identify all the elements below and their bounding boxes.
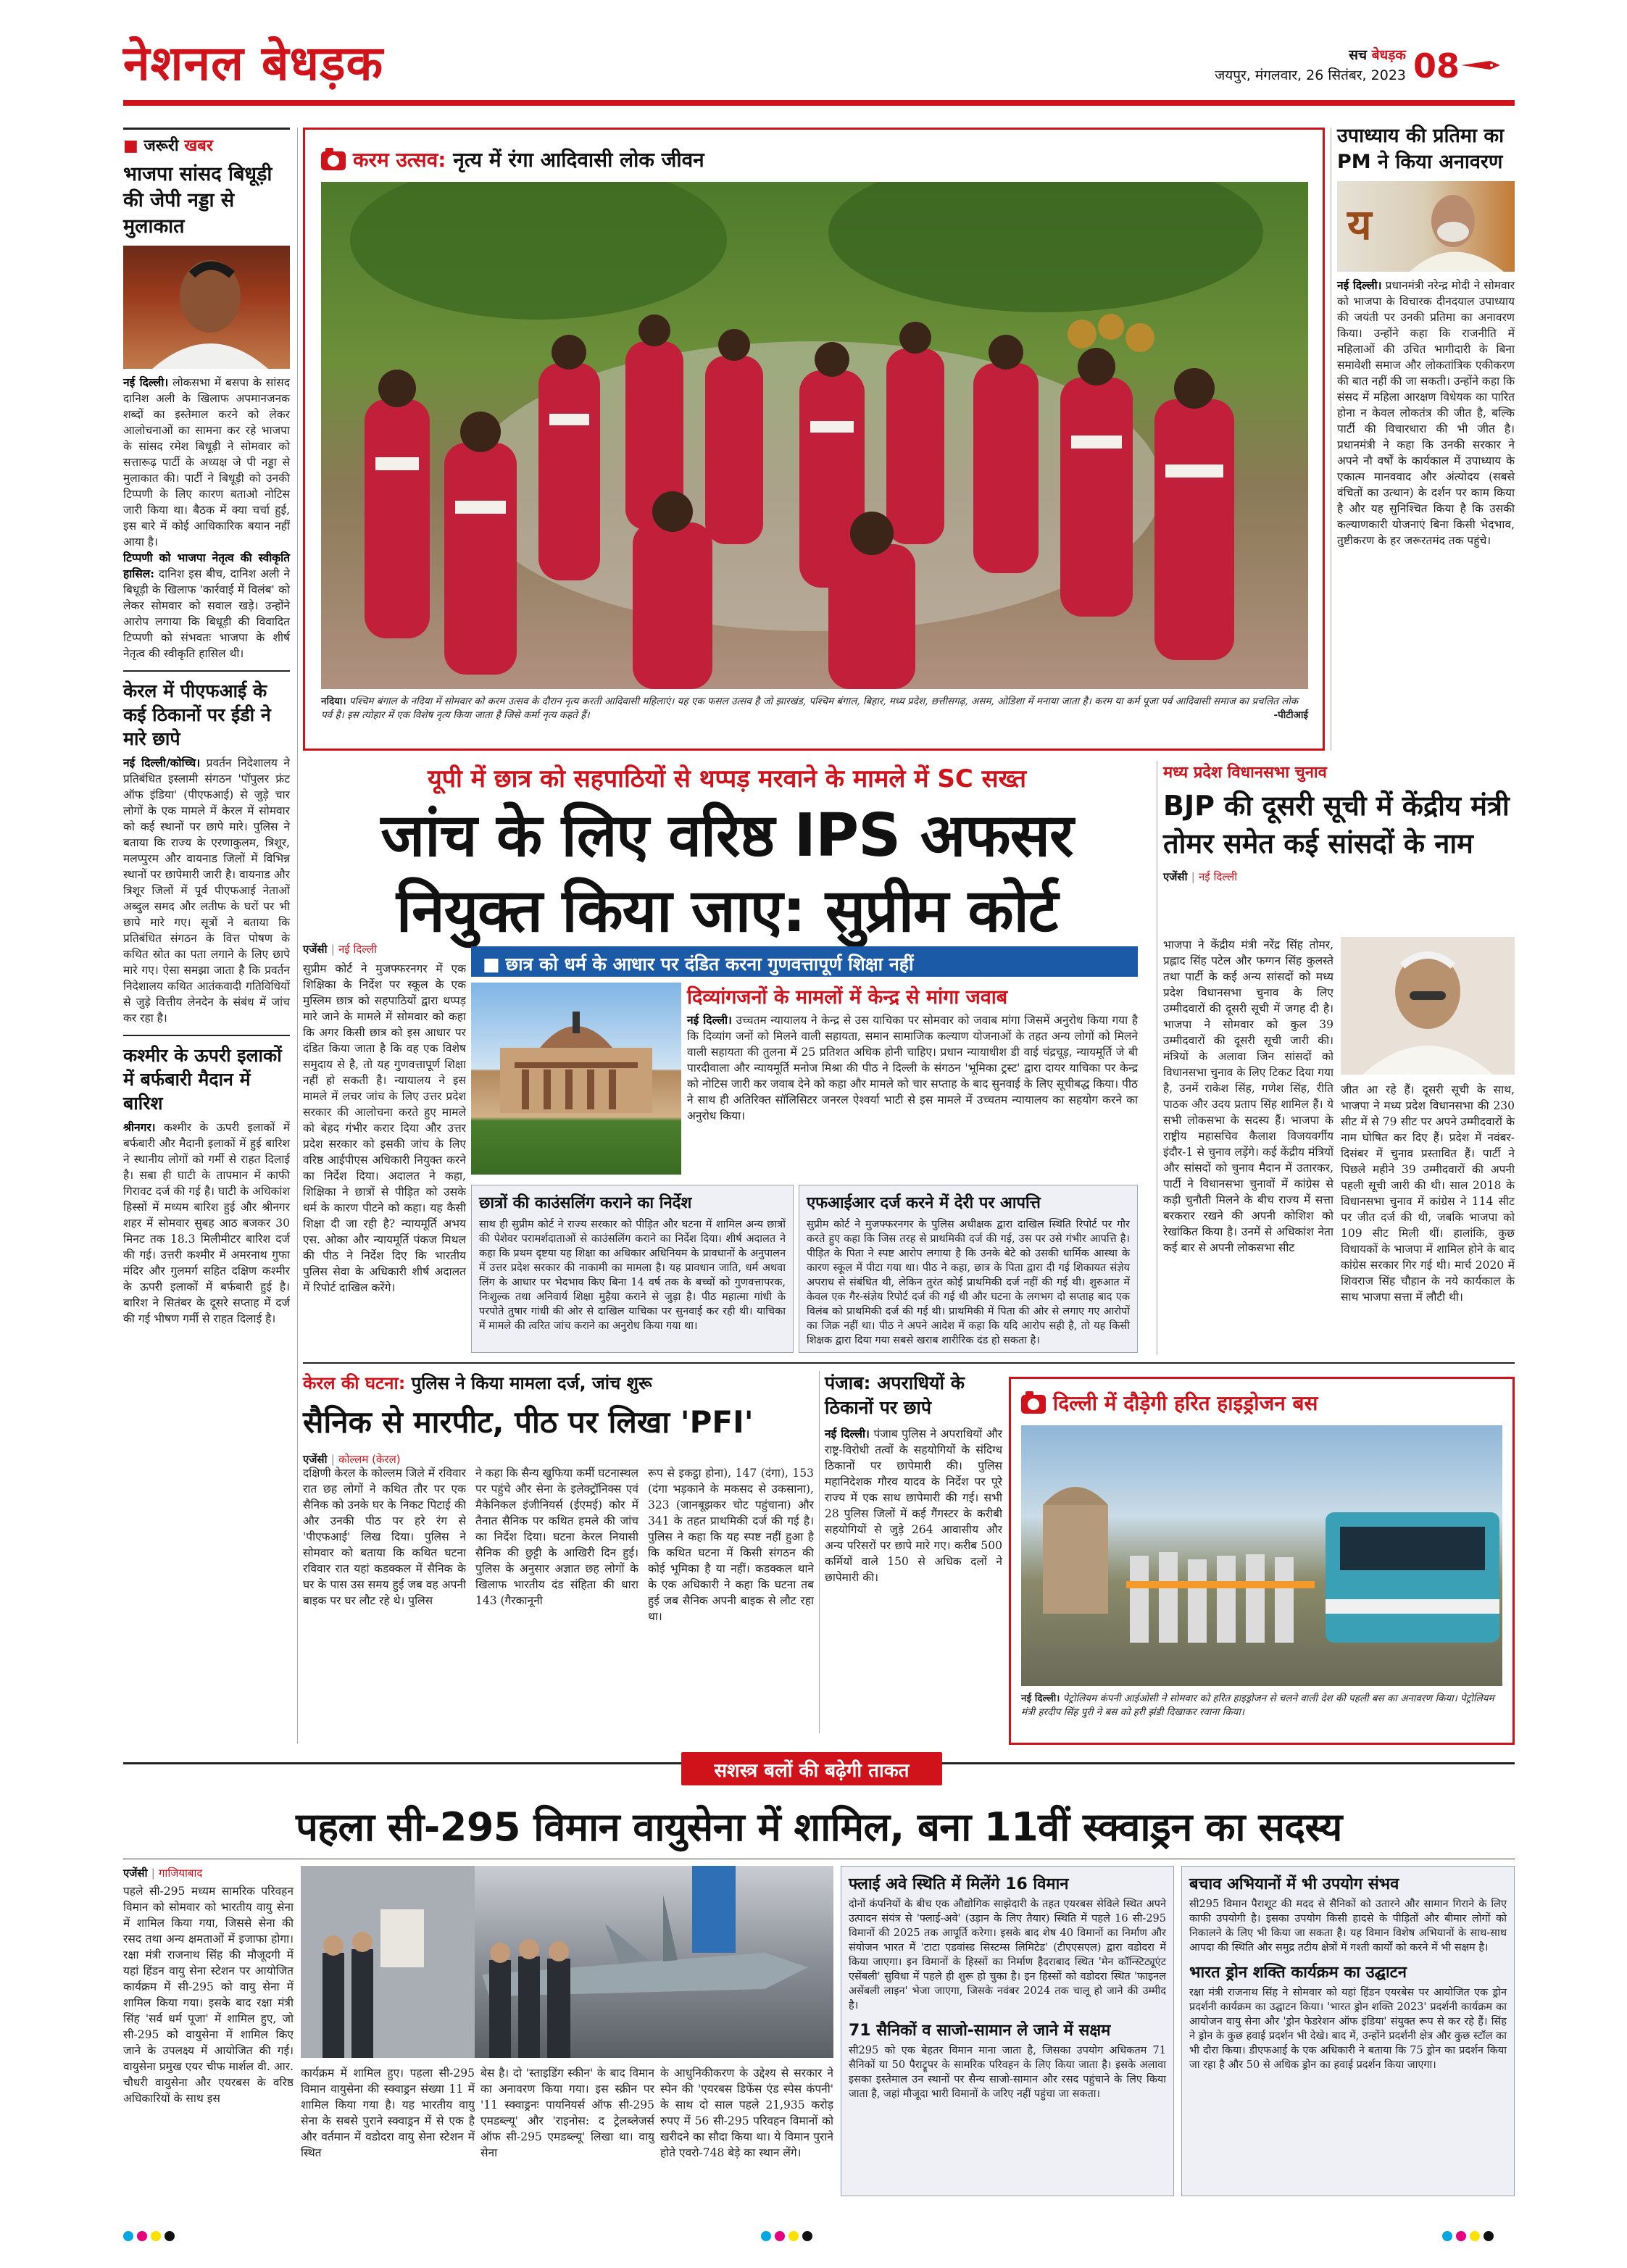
column-divider: [297, 128, 298, 1743]
hydrogen-bus-photo: [1021, 1425, 1502, 1686]
karam-photo-box: [303, 128, 1325, 751]
tomar-photo: [1341, 937, 1515, 1075]
svg-text:य: य: [1347, 200, 1372, 249]
c295-body-col3: बेस है। दो 'स्ताइडिंग स्कीन' के बाद विमान का अनावरण किया गया। इस स्क्रीन पर '11 स्क्वाड्रनः पायनियर्स ऑफ सी-295 एमडब्ल्यू' और 'राइनोस: द ट्रेलब्लेजर्स ऑफ सी-295 एमडब्ल्यू' लिखा था। वायु सेना: [480, 2067, 654, 2159]
supreme-court-photo: [471, 983, 681, 1175]
sc-body: सुप्रीम कोर्ट ने मुजफ्फरनगर में एक शिक्षिका के निर्देश पर स्कूल के एक मुस्लिम छात्र को सहपाठियों द्वारा थप्पड़ मारे जाने के मामले में सोमवार को कहा कि अगर किसी छात्र को इस आधार पर दंडित किया जाता है कि वह एक विशेष समुदाय से है, तो यह गुणवत्तापूर्ण शिक्षा नहीं हो सकती है। न्यायालय ने इस मामले में लचर जांच के लिए उत्तर प्रदेश सरकार की आलोचना करते हुए मामले को बेहद गंभीर करार दिया और उत्तर प्रदेश सरकार को इसकी जांच के लिए वरिष्ठ आईपीएस अधिकारी नियुक्त करने का निर्देश दिया। अदालत ने कहा, शिक्षिका ने छात्रों से पीड़ित को उसके धर्म के कारण पीटने को कहा। यह कैसी शिक्षा दी जा रही है? न्यायमूर्ति अभय एस. ओका और न्यायमूर्ति पंकज मिथल की पीठ ने निर्देश दिए कि भारतीय पुलिस सेवा के अधिकारी शीर्ष अदालत में रिपोर्ट दाखिल करेंगे।: [303, 962, 466, 1294]
kerala-story: [303, 1371, 814, 1733]
kerala-body-col3: रूप से इकट्ठा होना), 147 (दंगा), 153 (दंगा भड़काने के मकसद से उकसाना), 323 (जानबूझकर चोट पहुंचाना) और 341 के तहत प्राथमिकी दर्ज की गई है। पुलिस ने कहा कि यह स्पष्ट नहीं हुआ है कि कथित घटना में किसी संगठन की कोई भूमिका है या नहीं। कडक्कल थाने के एक अधिकारी ने कहा कि घटना तब हुई जब सैनिक अपनी बाइक से लौट रहा था।: [648, 1467, 814, 1623]
kerala-headline: सैनिक से मारपीट, पीठ पर लिखा 'PFI': [303, 1404, 754, 1440]
flyaway-box: फ्लाई अवे स्थिति में मिलेंगे 16 विमान दोनों कंपनियों के बीच एक औद्योगिक साझेदारी के तहत एयरबस सेविले स्थित अपने उत्पादन संयंत्र से 'फ्लाई-अवे' (उड़ान के लिए तैयार) स्थिति में पहले 16 सी-295 विमानों की 2025 तक आपूर्ति करेगा। इसके बाद शेष 40 विमानों का निर्माण और संयोजन भारत में 'टाटा एडवांस्ड सिस्टम्स लिमिटेड' (टीएएसएल) द्वारा वडोदरा में किया जाएगा। इन विमानों के हिस्सों का निर्माण हैदराबाद स्थित 'मेन कॉन्स्टिट्यूएंट एसेंबली' सुविधा में पहले ही शुरू हो चुका है। इन हिस्सों को वडोदरा स्थित 'फाइनल असेंबली लाइन' भेजा जाएगा, जिसके नवंबर 2024 तक चालू हो जाने की उम्मीद है। 71 सैनिकों व साजो-सामान ले जाने में सक्षम सी295 को एक बेहतर विमान माना जाता है, जिसका उपयोग अधिकतम 71 सैनिकों या 50 पैराट्रूपर के सामरिक परिवहन के लिए किया जाता है। इसके अलावा इसका इस्तेमाल उन स्थानों पर सैन्य साजो-सामान और रसद पहुंचाने के लिए किया जाता है, जहां मौजूदा भारी विमानों के जरिए नहीं पहुंचा जा सकता।: [841, 1866, 1174, 2196]
sc-subhead: ■ छात्र को धर्म के आधार पर दंडित करना गुणवत्तापूर्ण शिक्षा नहीं: [471, 946, 1138, 977]
punjab-story: [825, 1371, 1002, 1733]
story-body: नई दिल्ली। लोकसभा में बसपा के सांसद दानिश अली के खिलाफ अपमानजनक शब्दों का इस्तेमाल करने को लेकर आलोचनाओं का सामना कर रहे भाजपा के सांसद रमेश बिधूड़ी ने सोमवार को सत्तारूढ़ पार्टी के अध्यक्ष जे पी नड्डा से मुलाकात की। पार्टी ने बिधूड़ी को उनकी टिप्पणी के लिए कारण बताओ नोटिस जारी किया था। बैठक में क्या चर्चा हुई, इस बारे में कोई आधिकारिक बयान नहीं आया है।: [123, 375, 290, 549]
section-label: ■ जरूरी खबर: [123, 128, 290, 156]
mp-kicker: मध्य प्रदेश विधानसभा चुनाव: [1163, 764, 1327, 782]
story-headline: उपाध्याय की प्रतिमा का PM ने किया अनावरण: [1337, 125, 1505, 173]
mp-byline: एजेंसी | नई दिल्ली: [1163, 870, 1238, 883]
story-headline: भाजपा सांसद बिधूड़ी की जेपी नड्डा से मुलाकात: [123, 163, 272, 238]
divyang-box: दिव्यांगजनों के मामलों में केन्द्र से मांगा जवाब नई दिल्ली। उच्चतम न्यायालय ने केन्द्र से उस याचिका पर सोमवार को जवाब मांगा जिसमें अनुरोध किया गया है कि दिव्यांग जनों को मिलने वाली सहायता, समान सामाजिक कल्याण योजनाओं के तहत अन्य लोगों को मिलने वाली सहायता की तुलना में 25 प्रतिशत अधिक होनी चाहिए। प्रधान न्यायाधीश डी वाई चंद्रचूड़, न्यायमूर्ति जे बी पारदीवाला और न्यायमूर्ति मनोज मिश्रा की पीठ ने दिल्ली के संगठन 'भूमिका ट्रस्ट' द्वारा दायर याचिका पर केन्द्र को नोटिस जारी कर जवाब देने को कहा और मामले को चार सप्ताह के बाद सुनवाई के लिए सूचीबद्ध किया। पीठ ने साथ ही अतिरिक्त सॉलिसिटर जनरल ऐश्वर्या भाटी से इस मामले में उच्चतम न्यायालय का सहयोग करने का अनुरोध किया।: [687, 986, 1138, 1122]
column-divider: [819, 1371, 820, 1733]
color-registration-center: [761, 2230, 816, 2244]
rescue-box: बचाव अभियानों में भी उपयोग संभव सी295 विमान पैराशूट की मदद से सैनिकों को उतारने और सामान गिराने के लिए काफी उपयोगी है। इसका उपयोग किसी हादसे के पीड़ितों और बीमार लोगों को निकालने के लिए भी किया जा सकता है। यह विमान विशेष अभियानों के साथ-साथ आपदा की स्थिति और समुद्र तटीय क्षेत्रों में गश्ती कार्यों को करने में भी सक्षम है। भारत ड्रोन शक्ति कार्यक्रम का उद्घाटन रक्षा मंत्री राजनाथ सिंह ने सोमवार को यहां हिंडन एयरबेस पर आयोजित एक ड्रोन प्रदर्शनी कार्यक्रम का उद्घाटन किया। 'भारत ड्रोन शक्ति 2023' प्रदर्शनी कार्यक्रम का आयोजन वायु सेना और 'ड्रोन फेडरेशन ऑफ इंडिया' संयुक्त रूप से कर रहे हैं। सिंह ने ड्रोन के कुछ हवाई प्रदर्शन भी देखे। बाद में, उन्होंने प्रदर्शनी क्षेत्र और कुछ स्टॉल का भी दौरा किया। डीएफआई के एक अधिकारी ने बताया कि 75 ड्रोन का प्रदर्शन किया जा रहा है और 50 से अधिक ड्रोन का हवाई प्रदर्शन किया जाएगा।: [1181, 1866, 1515, 2196]
mp-body-col2: जीत आ रहे हैं। दूसरी सूची के साथ, भाजपा ने मध्य प्रदेश विधानसभा की 230 सीट में से 79 सीट पर अपने उम्मीदवारों के नाम घोषित कर दिए हैं। प्रदेश में नवंबर-दिसंबर में चुनाव प्रस्तावित हैं। पार्टी ने पिछले महीने 39 उम्मीदवारों की अपनी पहली सूची जारी की थी। साल 2018 के विधानसभा चुनाव में कांग्रेस ने 114 सीट पर जीत दर्ज की थी, जबकि भाजपा को 109 सीट मिली थीं। हालांकि, कुछ विधायकों के भाजपा में शामिल होने के बाद कांग्रेस सरकार गिर गई थी। मार्च 2020 में शिवराज सिंह चौहान के नये कार्यकाल के साथ भाजपा सत्ता में लौटी थी।: [1341, 1083, 1515, 1304]
c295-body-col1: पहले सी-295 मध्यम सामरिक परिवहन विमान को सोमवार को भारतीय वायु सेना में शामिल किया गया, जिससे सेना की रसद तथा अन्य क्षमताओं में इजाफा होगा। रक्षा मंत्री राजनाथ सिंह की मौजूदगी में यहां हिंडन वायु सेना स्टेशन पर आयोजित कार्यक्रम में सी-295 को वायु सेना में शामिल किया गया। इसके बाद रक्षा मंत्री सिंह 'सर्व धर्म पूजा' में शामिल हुए, जो सी-295 को वायुसेना में शामिल किए जाने के उपलक्ष्य में आयोजित की गई। वायुसेना प्रमुख एयर चीफ मार्शल वी. आर. चौधरी वायुसेना और एयरबस के वरिष्ठ अधिकारियों के साथ इस: [123, 1885, 294, 2105]
karam-caption: नदिया। पश्चिम बंगाल के नदिया में सोमवार को करम उत्सव के दौरान नृत्य करती आदिवासी महिलाएं। यह एक फसल उत्सव है जो झारखंड, पश्चिम बंगाल, बिहार, मध्य प्रदेश, छत्तीसगढ़, असम, ओडिशा में मनाया जाता है। करम या कर्म पूजा पर्व आदिवासी समाज का प्रचलित लोक पर्व है। इस त्योहार में एक विशेष नृत्य किया जाता है जिसे कर्मा नृत्य कहते हैं। -पीटीआई: [321, 696, 1308, 721]
c295-aircraft-photo: [301, 1866, 833, 2058]
bus-title: दिल्ली में दौड़ेगी हरित हाइड्रोजन बस: [1021, 1389, 1318, 1417]
masthead-rule: [123, 100, 1515, 106]
sc-headline: जांच के लिए वरिष्ठ IPS अफसर नियुक्त किया जाए: सुप्रीम कोर्ट: [380, 801, 1073, 946]
masthead-tagline: सच बेधड़क: [1349, 47, 1406, 63]
delhi-bus-box: [1009, 1377, 1515, 1745]
page-number: 08: [1412, 46, 1460, 86]
modi-photo: [1337, 181, 1515, 272]
mp-story: [1163, 761, 1515, 1355]
c295-byline: एजेंसी | गाजियाबाद: [123, 1867, 203, 1880]
right-column: [1337, 123, 1515, 754]
kerala-kicker: केरल की घटना: पुलिस ने किया मामला दर्ज, जांच शुरू: [303, 1373, 652, 1393]
karam-title: करम उत्सव: नृत्य में रंगा आदिवासी लोक जीवन: [321, 146, 704, 173]
bidhuri-photo: [123, 246, 290, 369]
punjab-body: नई दिल्ली। पंजाब पुलिस ने अपराधियों और राष्ट्र-विरोधी तत्वों के सहयोगियों के संदिग्ध ठिकानों पर छापेमारी की। पुलिस महानिदेशक गौरव यादव के निर्देश पर पूरे राज्य में एक साथ छापेमारी की गई। सभी 28 पुलिस जिलों में कई गैंगस्टर के करीबी सहयोगियों से जुड़े 264 आवासीय और अन्य परिसरों पर छापे मारे गए। करीब 500 कर्मियों वाले 150 से अधिक दलों ने छापेमारी की।: [825, 1427, 1002, 1584]
mp-body-col1: भाजपा ने केंद्रीय मंत्री नरेंद्र सिंह तोमर, प्रह्लाद सिंह पटेल और फग्गन सिंह कुलस्ते तथा पार्टी के कई अन्य सांसदों को मध्य प्रदेश विधानसभा चुनाव के लिए उम्मीदवारों की दूसरी सूची में जगह दी है। भाजपा ने सोमवार को कुल 39 उम्मीदवारों की दूसरी सूची जारी की। मंत्रियों के अलावा जिन सांसदों को विधानसभा चुनाव के लिए टिकट दिया गया है, उनमें राकेश सिंह, गणेश सिंह, रीति पाठक और उदय प्रताप सिंह शामिल हैं। ये सभी लोकसभा के सदस्य हैं। भाजपा के राष्ट्रीय महासचिव कैलाश विजयवर्गीय इंदौर-1 से चुनाव लड़ेंगे। कई केंद्रीय मंत्रियों और सांसदों को चुनाव मैदान में उतारकर, पार्टी ने विधानसभा चुनावों में कांग्रेस से कड़ी चुनौती मिलने के बीच राज्य में सत्ता बरकरार रखने की अपनी कोशिश को रेखांकित किया है। उनमें से अधिकांश नेता कई बार से अपनी लोकसभा सीट: [1163, 938, 1333, 1254]
dateline: जयपुर, मंगलवार, 26 सितंबर, 2023: [1215, 67, 1406, 83]
section-rule: [303, 1362, 1515, 1364]
story-body: श्रीनगर। कश्मीर के ऊपरी इलाकों में बर्फबारी और मैदानी इलाकों में हुई बारिश ने स्थानीय लोगों को गर्मी से राहत दिलाई है। सबा ही घाटी के तापमान में काफी गिरावट दर्ज की गई है। घाटी के अधिकांश हिस्सों में मध्यम बारिश हुई और श्रीनगर शहर में सोमवार सुबह आठ बजकर 30 मिनट तक 18.3 मिलीमीटर बारिश दर्ज की गई। उत्तरी कश्मीर में अमरनाथ गुफा मंदिर और गुलमर्ग सहित दक्षिण कश्मीर के ऊपरी इलाकों में बर्फबारी हुई है। बारिश ने सितंबर के दूसरे सप्ताह में दर्ज की गई भीषण गर्मी से राहत दिलाई है।: [123, 1120, 290, 1325]
karam-dance-photo: [321, 182, 1308, 689]
c295-story: [123, 1866, 1515, 2199]
masthead-title: नेशनल बेधड़क: [123, 36, 384, 91]
color-registration-right: [1442, 2230, 1497, 2244]
camera-icon: [1021, 1395, 1046, 1414]
kerala-body-col1: दक्षिणी केरल के कोल्लम जिले में रविवार रात छह लोगों ने कथित तौर पर एक सैनिक को उनके घर के निकट पिटाई की और उनकी पीठ पर हरे रंग से 'पीएफआई' लिख दिया। पुलिस ने सोमवार को बताया कि कथित घटना रविवार रात यहां कडक्कल में सैनिक के घर के पास उस समय हुई जब वह अपनी बाइक पर घर लौट रहे थे। पुलिस: [303, 1467, 466, 1607]
story-body: नई दिल्ली/कोच्चि। प्रवर्तन निदेशालय ने प्रतिबंधित इस्लामी संगठन 'पॉपुलर फ्रंट ऑफ इंडिया' (पीएफआई) से जुड़े चार लोगों के एक मामले में केरल में सोमवार को कई स्थानों पर छापे मारे। पुलिस ने बताया कि राज्य के एरणाकुलम, त्रिशूर, मलप्पुरम और वायनाड जिलों में विभिन्न स्थानों पर छापेमारी जारी है। वायनाड और त्रिशूर जिलों में पूर्व पीएफआई नेताओं अब्दुल समद और लतीफ के घरों पर भी छापे मारे गए। सूत्रों ने बताया कि प्रतिबंधित संगठन के वित्त पोषण के कथित स्रोत का पता लगाने के लिए छापे मारे गए। ऐसा समझा जाता है कि प्रवर्तन निदेशालय कथित आतंकवादी गतिविधियों से जुड़े वित्तीय लेनदेन के संबंध में जांच कर रहा है।: [123, 756, 291, 1025]
story-body: नई दिल्ली। प्रधानमंत्री नरेन्द्र मोदी ने सोमवार को भाजपा के विचारक दीनदयाल उपाध्याय की जयंती पर उनकी प्रतिमा का अनावरण किया। उन्होंने कहा कि राजनीति में महिलाओं की उचित भागीदारी के बिना समावेशी समाज और लोकतांत्रिक एकीकरण की बात नहीं की जा सकती। उन्होंने कहा कि संसद में महिला आरक्षण विधेयक का पारित होना न केवल लोकतंत्र की जीत है, बल्कि पार्टी की विचारधारा की भी जीत है। प्रधानमंत्री ने कहा कि उनकी सरकार ने अपने नौ वर्षों के कार्यकाल में उपाध्याय के एकात्म मानववाद और अंत्योदय (सबसे वंचितों का उत्थान) के दर्शन पर काम किया है और यह सुनिश्चित किया है कि उसकी कल्याणकारी योजनाएं बिना किसी भेदभाव, तुष्टीकरण के हर जरूरतमंद तक पहुंचे।: [1337, 278, 1515, 547]
pen-nib-icon: [1461, 59, 1500, 71]
left-column: [123, 128, 290, 1765]
counsel-box: छात्रों की काउंसलिंग कराने का निर्देश साथ ही सुप्रीम कोर्ट ने राज्य सरकार को पीड़ित और घटना में शामिल अन्य छात्रों की पेशेवर परामर्शदाताओं से काउंसलिंग कराने का निर्देश दिया। शीर्ष अदालत ने कहा कि प्रथम दृष्टया यह शिक्षा का अधिकार अधिनियम के प्रावधानों के अनुपालन में उत्तर प्रदेश सरकार की नाकामी का मामला है। यह प्रावधान जाति, धर्म अथवा लिंग के आधार पर भेदभाव किए बिना 14 वर्ष तक के बच्चों को गुणवत्तापरक, निःशुल्क तथा अनिवार्य शिक्षा मुहैया कराने से जुड़ा है। पीठ महात्मा गांधी के परपोते तुषार गांधी की ओर से दाखिल याचिका पर सुनवाई कर रही थी। याचिका में मामले की त्वरित जांच कराने का अनुरोध किया गया था।: [471, 1185, 794, 1353]
fir-box: एफआईआर दर्ज करने में देरी पर आपत्ति सुप्रीम कोर्ट ने मुजफ्फरनगर के पुलिस अधीक्षक द्वारा दाखिल स्थिति रिपोर्ट पर गौर करते हुए कहा कि जिस तरह से प्राथमिकी दर्ज की गई, उस पर उसे गंभीर आपत्ति है। पीड़ित के पिता ने स्पष्ट आरोप लगाया है कि उनके बेटे को उसकी धार्मिक आस्था के कारण स्कूल में पीटा गया था। पीठ ने कहा, छात्र के पिता द्वारा दी गई शिकायत संज्ञेय अपराध से संबंधित थी, लेकिन तुरंत कोई प्राथमिकी दर्ज नहीं की गई थी। शुरुआत में केवल एक गैर-संज्ञेय रिपोर्ट दर्ज की गई थी और घटना के लगभग दो सप्ताह बाद एक विलंब को प्राथमिकी दर्ज की गई थी। प्राथमिकी में पिता की ओर से लगाए गए आरोपों का जिक्र नहीं था। पीठ ने अपने आदेश में कहा कि यदि आरोप सही है, तो यह किसी शिक्षक द्वारा दिया गया सबसे खराब शारीरिक दंड हो सकता है।: [799, 1185, 1138, 1353]
bus-caption: नई दिल्ली। पेट्रोलियम कंपनी आईओसी ने सोमवार को हरित हाइड्रोजन से चलने वाली देश की पहली बस का अनावरण किया। पेट्रोलियम मंत्री हरदीप सिंह पुरी ने बस को हरी झंडी दिखाकर रवाना किया।: [1021, 1693, 1494, 1718]
c295-headline: पहला सी-295 विमान वायुसेना में शामिल, बना 11वीं स्क्वाड्रन का सदस्य: [296, 1804, 1342, 1850]
sc-byline: एजेंसी | नई दिल्ली: [303, 943, 378, 956]
kerala-body-col2: ने कहा कि सैन्य खुफिया कर्मी घटनास्थल पर पहुंचे और सेना के इलेक्ट्रॉनिक्स एवं मैकेनिकल इंजीनियर्स (ईएमई) कोर में तैनात सैनिक पर कथित हमले की जांच का निर्देश दिया। घटना केरल नियासी सैनिक की छुट्टी के आखिरी दिन हुई। पुलिस के अनुसार अज्ञात छह लोगों के खिलाफ भारतीय दंड संहिता की धारा 143 (गैरकानूनी: [475, 1467, 638, 1607]
c295-body-col4: के आधुनिकीकरण के उद्देश्य से सरकार ने स्पेन की 'एयरबस डिफेंस एंड स्पेस कंपनी' के साथ दो साल पहले 21,935 करोड़ रुपए में 56 सी-295 परिवहन विमानों को खरीदने का सौदा किया था। ये विमान पुराने होते एवरो-748 बेड़े का स्थान लेंगे।: [660, 2067, 833, 2159]
c295-body-col2: कार्यक्रम में शामिल हुए। पहला सी-295 विमान वायुसेना की स्क्वाड्रन संख्या 11 में शामिल किया गया है। यह भारतीय वायु सेना के सबसे पुराने स्क्वाड्रन में से एक है और वर्तमान में वडोदरा वायु सेना स्टेशन में स्थित: [301, 2067, 475, 2159]
mp-headline: BJP की दूसरी सूची में केंद्रीय मंत्री तोमर समेत कई सांसदों के नाम: [1163, 790, 1510, 859]
story-headline: केरल में पीएफआई के कई ठिकानों पर ईडी ने मारे छापे: [123, 680, 271, 749]
kerala-byline: एजेंसी | कोल्लम (केरल): [303, 1453, 401, 1466]
c295-banner: सशस्त्र बलों की बढ़ेगी ताकत: [681, 1752, 942, 1785]
story-headline: कश्मीर के ऊपरी इलाकों में बर्फबारी मैदान में बारिश: [123, 1045, 282, 1114]
sc-kicker: यूपी में छात्र को सहपाठियों से थप्पड़ मरवाने के मामले में SC सख्त: [427, 764, 1027, 793]
masthead: [123, 25, 1500, 104]
sc-story: [303, 761, 1151, 1355]
camera-icon: [321, 151, 346, 170]
color-registration-left: [123, 2230, 178, 2244]
punjab-headline: पंजाब: अपराधियों के ठिकानों पर छापे: [825, 1372, 965, 1418]
story-body-2: टिप्पणी को भाजपा नेतृत्व की स्वीकृति हासिल: दानिश इस बीच, दानिश अली ने बिधूड़ी के खिलाफ 'कार्रवाई में विलंब' को लेकर सोमवार को सवाल खड़े। उन्होंने आरोप लगाया कि बिधूड़ी की विवादित टिप्पणी को संभवतः भाजपा के शीर्ष नेतृत्व की स्वीकृति हासिल थी।: [123, 551, 290, 660]
